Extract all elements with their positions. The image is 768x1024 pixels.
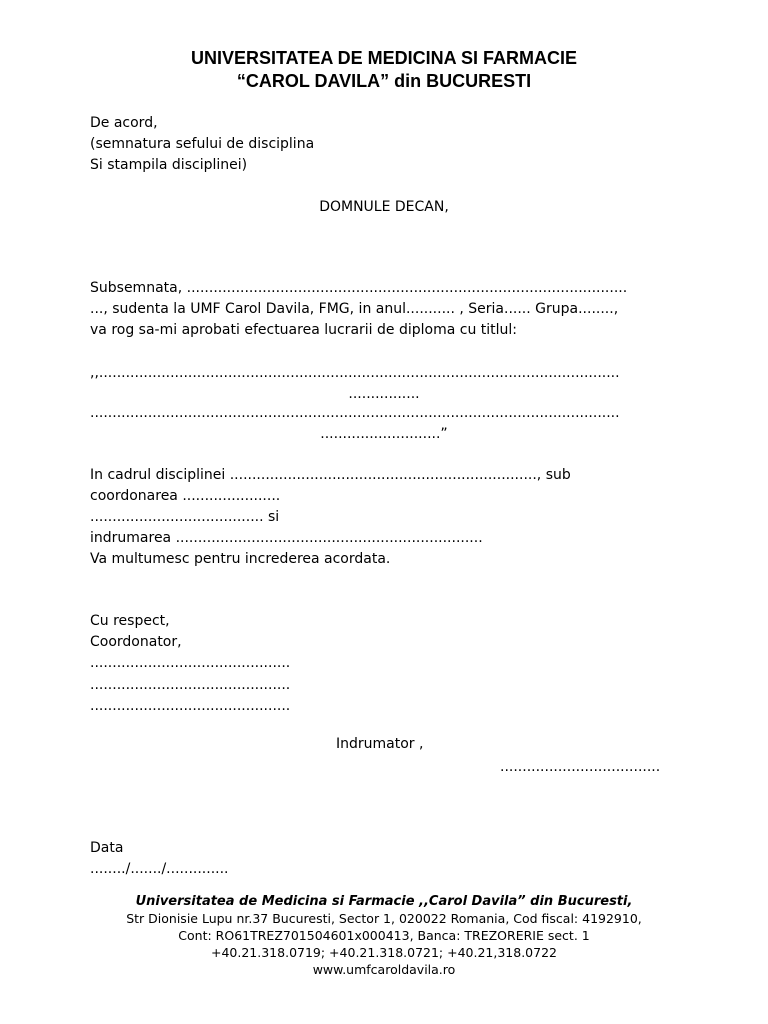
guide-dots: .................................... [500,759,661,775]
approval-line3: Si stampila disciplinei) [90,157,248,173]
date-value: ......../......./.............. [90,861,229,877]
discipline-line1: In cadrul disciplinei ....................................................................., sub [90,467,571,483]
coordinator-dots3: ............................................. [90,698,291,714]
closing-respect: Cu respect, [90,613,170,629]
thesis-title-line1: ,,..................................................................................................................... [90,365,620,381]
header-title-line2: “CAROL DAVILA” din BUCURESTI [236,71,532,91]
salutation: DOMNULE DECAN, [319,199,449,215]
footer-line3: Cont: RO61TREZ701504601x000413, Banca: TREZORERIE sect. 1 [178,928,590,943]
footer-line4: +40.21.318.0719; +40.21.318.0721; +40.21,318.0722 [211,945,557,960]
footer-line1: Universitatea de Medicina si Farmacie ,,Carol Davila” din Bucuresti, [135,894,633,909]
request-line1: Subsemnata, ................................................................................................... [90,280,628,296]
discipline-line5: Va multumesc pentru increderea acordata. [90,551,391,567]
coordinator-dots1: ............................................. [90,655,291,671]
request-line2: ..., sudenta la UMF Carol Davila, FMG, in anul........... , Seria...... Grupa........, [90,301,619,317]
coordinator-dots2: ............................................. [90,677,291,693]
discipline-line3: ....................................... si [90,509,280,525]
guide-label: Indrumator , [336,736,424,752]
approval-line2: (semnatura sefului de disciplina [90,136,315,152]
thesis-title-line2: ................ [348,386,420,402]
approval-line1: De acord, [90,115,158,131]
request-line3: va rog sa-mi aprobati efectuarea lucrarii de diploma cu titlul: [90,322,517,338]
discipline-line4: indrumarea ..................................................................... [90,530,483,546]
date-label: Data [90,840,124,856]
thesis-title-line3: ....................................................................................................................... [90,405,620,421]
closing-coordinator: Coordonator, [90,634,182,650]
header-title-line1: UNIVERSITATEA DE MEDICINA SI FARMACIE [190,48,577,68]
thesis-title-line4: ...........................” [320,426,448,442]
discipline-line2: coordonarea ...................... [90,488,281,504]
footer-website[interactable]: www.umfcaroldavila.ro [312,962,456,977]
footer-line2: Str Dionisie Lupu nr.37 Bucuresti, Sector 1, 020022 Romania, Cod fiscal: 4192910, [126,911,642,926]
